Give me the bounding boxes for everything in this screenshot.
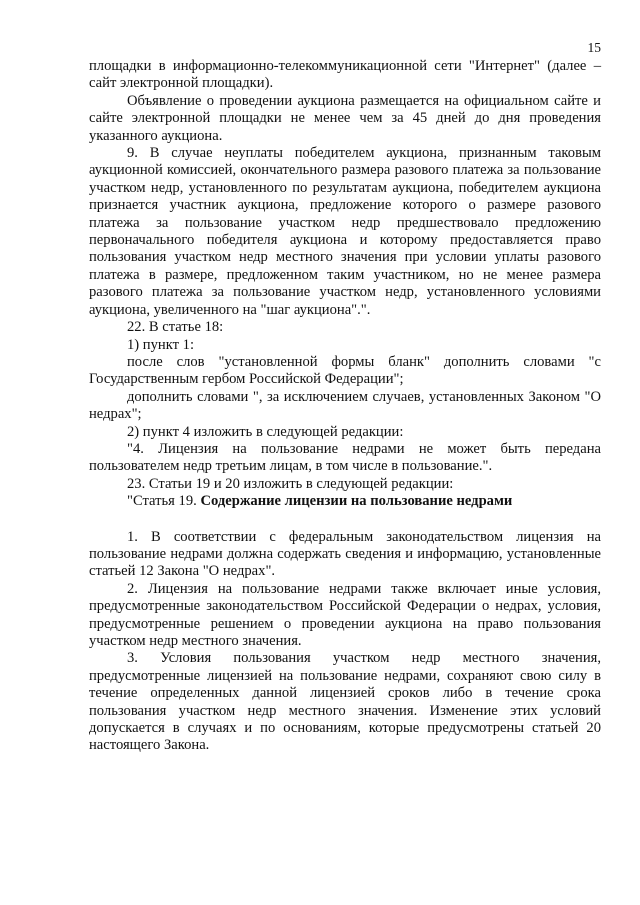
document-body [89,58,601,755]
article-19-paragraph-3: 3. Условия пользования участком недр местного значения, предусмотренные лицензией на пользование недрами, сохраняют свою силу в течение определенных данной лицензией сроков либо в течение срока пользования участком недр местного значения. Изменение этих условий допускается в случаях и по основаниям, которые предусмотрены статьей 20 настоящего Закона. [89,650,601,754]
paragraph-articles-19-20: 23. Статьи 19 и 20 изложить в следующей редакции: [127,475,454,492]
article-heading-prefix: "Статья 19. [127,493,197,510]
paragraph-article-18: 22. В статье 18: [127,319,224,336]
paragraph-announcement: Объявление о проведении аукциона размещается на официальном сайте и сайте электронной площадки не менее чем за 45 дней до дня проведения указанного аукциона. [89,92,601,144]
paragraph-after-words: после слов "установленной формы бланк" дополнить словами "с Государственным гербом Российской Федерации"; [89,353,601,388]
paragraph-license-transfer: "4. Лицензия на пользование недрами не может быть передана пользователем недр третьим лицам, в том числе в пользование.". [89,440,601,475]
article-19-heading [89,493,601,510]
paragraph-add-words: дополнить словами ", за исключением случаев, установленных Законом "О недрах"; [89,388,601,423]
article-heading-title: Содержание лицензии на пользование недрами [200,493,513,510]
paragraph-point-4: 2) пункт 4 изложить в следующей редакции: [127,423,404,440]
article-19-paragraph-1: 1. В соответствии с федеральным законодательством лицензия на пользование недрами должна содержать сведения и информацию, установленные статьей 12 Закона "О недрах". [89,528,601,580]
paragraph-point-1: 1) пункт 1: [127,336,194,353]
paragraph-site-definition: площадки в информационно-телекоммуникационной сети "Интернет" (далее – сайт электронной площадки). [89,58,601,92]
article-19-paragraph-2: 2. Лицензия на пользование недрами также включает иные условия, предусмотренные законодательством Российской Федерации о недрах, условия, предусмотренные решением о проведении аукциона на право пользования участком недр местного значения. [89,580,601,649]
paragraph-item-9: 9. В случае неуплаты победителем аукциона, признанным таковым аукционной комиссией, окончательного размера разового платежа за пользование участком недр, установленного по результатам аукциона, победителем аукциона признается участник аукциона, предложение которого о размере разового платежа за пользование участком недр предшествовало предложению первоначального победителя аукциона и которому предоставляется право пользования участком недр местного значения при условии уплаты разового платежа в размере, предложенном таким участником, но не менее размера разового платежа за пользование участком недр, установленного условиями аукциона, увеличенного на "шаг аукциона".". [89,145,601,318]
page-number: 15 [587,40,601,55]
spacer [89,511,601,529]
